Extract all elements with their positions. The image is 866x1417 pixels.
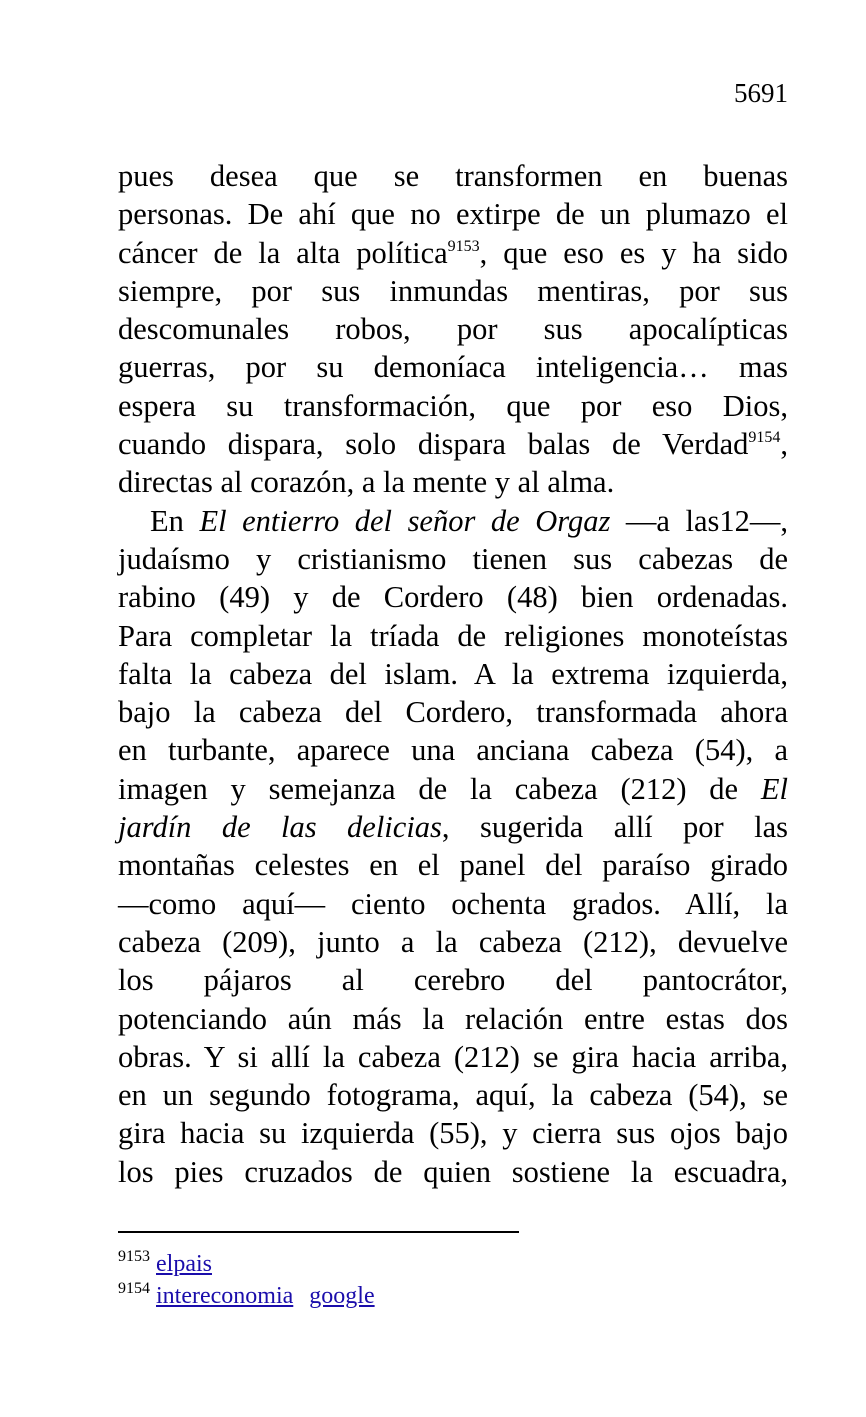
footnote-link-elpais[interactable]: elpais: [156, 1251, 212, 1277]
text-line: los pájaros al cerebro del pantocrátor,: [118, 963, 788, 998]
text-segment: cuando dispara, solo dispara balas de Verdad: [118, 427, 749, 462]
footnote-9154: [118, 1280, 391, 1312]
text-line: descomunales robos, por sus apocalípticas: [118, 312, 788, 347]
text-line: en un segundo fotograma, aquí, la cabeza (54), se: [118, 1078, 788, 1113]
text-line: bajo la cabeza del Cordero, transformada ahora: [118, 695, 788, 730]
text-segment: —a las12—,: [610, 503, 788, 538]
text-line: —como aquí— ciento ochenta grados. Allí, la: [118, 886, 788, 921]
title-italic: El entierro del señor de Orgaz: [199, 503, 611, 538]
text-line: [118, 770, 788, 808]
text-line: guerras, por su demoníaca inteligencia… mas: [118, 350, 788, 385]
text-line: directas al corazón, a la mente y al alma.: [118, 465, 615, 500]
text-line: potenciando aún más la relación entre estas dos: [118, 1001, 788, 1036]
text-segment: , sugerida allí por las: [441, 810, 789, 845]
text-line: Para completar la tríada de religiones monoteístas: [118, 618, 788, 653]
text-line: falta la cabeza del islam. A la extrema izquierda,: [118, 656, 788, 691]
text-line: los pies cruzados de quien sostiene la escuadra,: [118, 1154, 788, 1189]
footnote-number: 9154: [118, 1280, 150, 1297]
page-number: 5691: [734, 78, 788, 108]
text-segment: ,: [780, 427, 788, 462]
text-line: gira hacia su izquierda (55), y cierra sus ojos bajo: [118, 1116, 788, 1151]
footnote-number: 9153: [118, 1248, 150, 1265]
text-line: montañas celestes en el panel del paraíso girado: [118, 848, 788, 883]
text-line: siempre, por sus inmundas mentiras, por sus: [118, 273, 788, 308]
text-segment: , que eso es y ha sido: [479, 235, 788, 270]
title-italic: jardín de las delicias: [118, 810, 442, 845]
text-segment: cáncer de la alta política: [118, 235, 448, 270]
text-segment: En: [150, 503, 200, 538]
text-line: espera su transformación, que por eso Dios,: [118, 388, 788, 423]
text-line: [118, 808, 788, 846]
footnote-ref-9153[interactable]: 9153: [447, 237, 480, 255]
text-line: [118, 234, 788, 272]
footnote-9153: [118, 1248, 391, 1280]
text-line: rabino (49) y de Cordero (48) bien ordenadas.: [118, 580, 788, 615]
footnote-divider: [118, 1231, 519, 1233]
text-line: [118, 502, 788, 540]
text-line: pues desea que se transformen en buenas: [118, 159, 788, 193]
text-segment: imagen y semejanza de la cabeza (212) de: [118, 771, 761, 806]
text-line: obras. Y si allí la cabeza (212) se gira hacia arriba,: [118, 1039, 788, 1074]
text-line: cabeza (209), junto a la cabeza (212), devuelve: [118, 924, 788, 959]
text-line: personas. De ahí que no extirpe de un plumazo el: [118, 197, 788, 232]
text-line: en turbante, aparece una anciana cabeza (54), a: [118, 733, 788, 768]
footnote-ref-9154[interactable]: 9154: [748, 429, 781, 447]
footnote-link-google[interactable]: google: [309, 1283, 375, 1309]
text-line: [118, 425, 788, 463]
title-italic: El: [760, 771, 788, 806]
body-text: [118, 157, 788, 1191]
footnotes: [118, 1248, 391, 1312]
footnote-link-intereconomia[interactable]: intereconomia: [156, 1283, 294, 1309]
text-line: judaísmo y cristianismo tienen sus cabezas de: [118, 541, 788, 576]
